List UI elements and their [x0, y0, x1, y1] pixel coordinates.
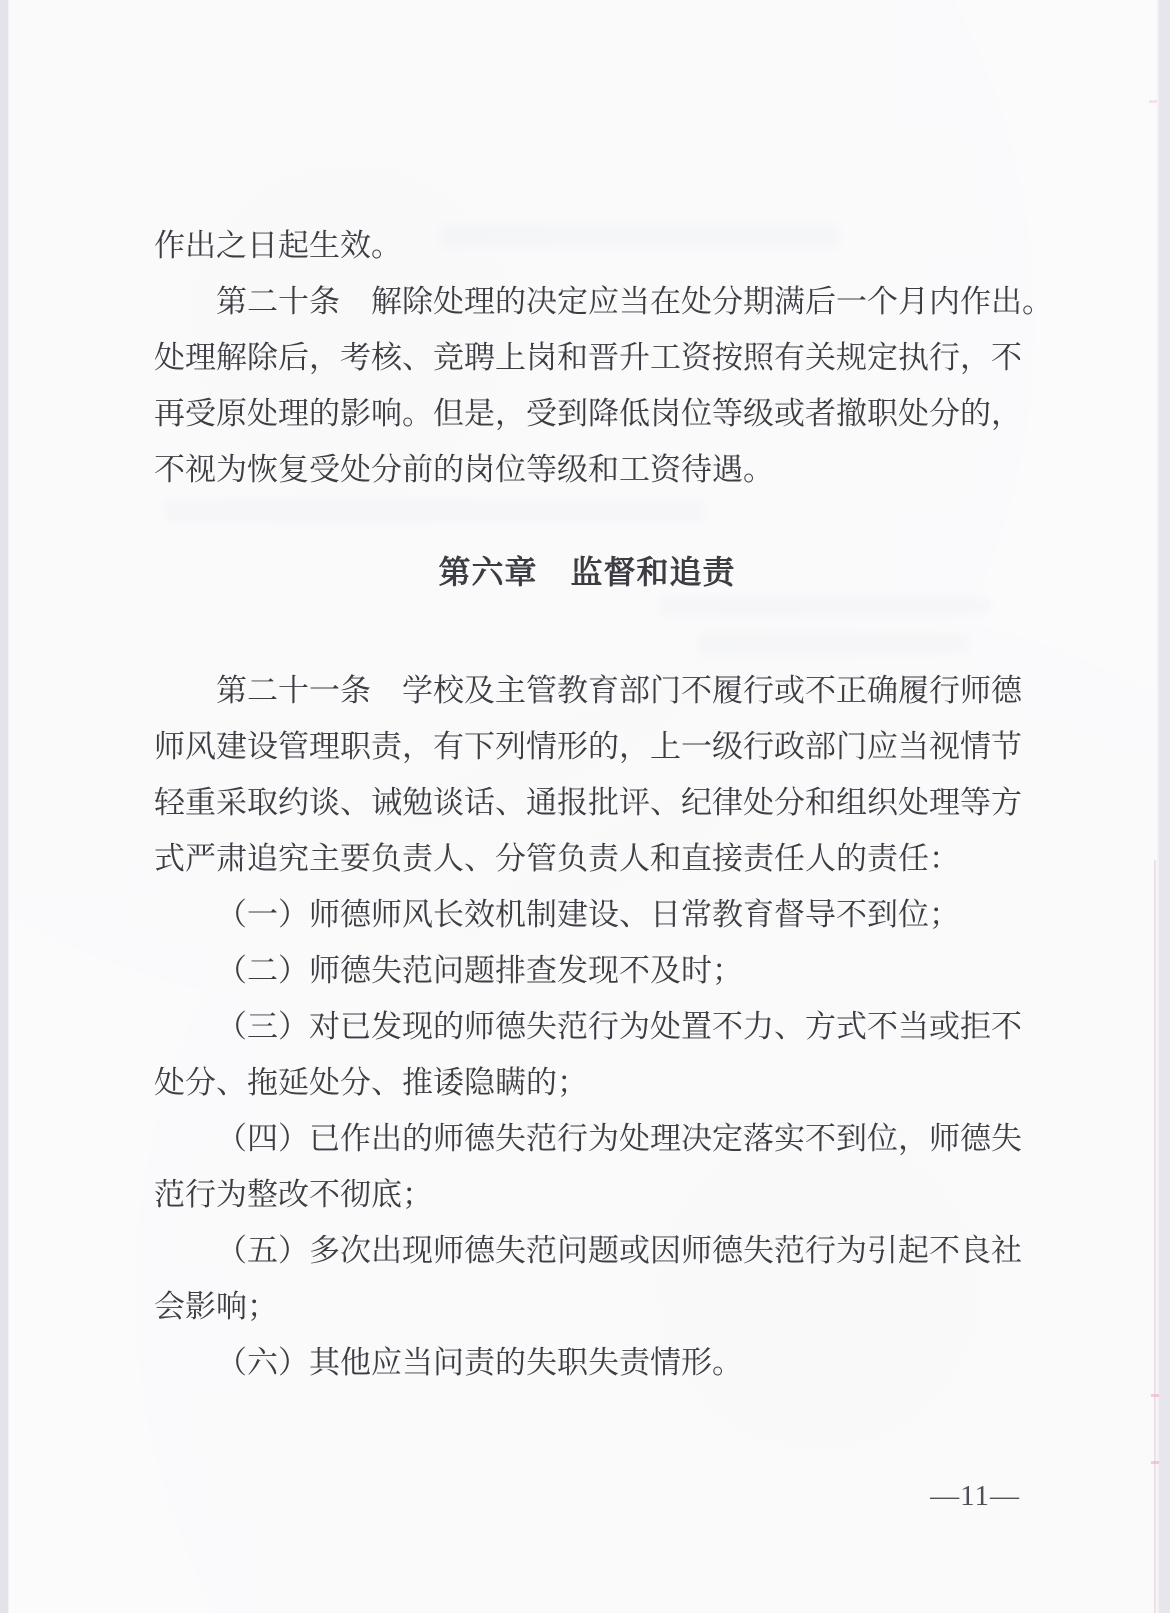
text-line: 再受原处理的影响。但是，受到降低岗位等级或者撤职处分的， [154, 396, 1022, 431]
paragraph-block-after-heading [154, 663, 1020, 1391]
scan-artifact-pink-tick [1149, 100, 1157, 103]
scan-artifact-pink-tick [1151, 1394, 1159, 1397]
text-line: （六）其他应当问责的失职失责情形。 [216, 1345, 743, 1380]
text-line: 会影响； [154, 1289, 278, 1324]
text-line: 第二十条 解除处理的决定应当在处分期满后一个月内作出。 [216, 284, 1053, 319]
text-line: 式严肃追究主要负责人、分管负责人和直接责任人的责任： [154, 841, 960, 876]
text-line: 轻重采取约谈、诫勉谈话、通报批评、纪律处分和组织处理等方 [154, 785, 1022, 820]
text-line: （二）师德失范问题排查发现不及时； [216, 953, 743, 988]
text-line: 作出之日起生效。 [154, 228, 402, 263]
scan-edge-right [1157, 0, 1170, 1613]
text-line: （五）多次出现师德失范问题或因师德失范行为引起不良社 [216, 1233, 1022, 1268]
text-line: （四）已作出的师德失范行为处理决定落实不到位，师德失 [216, 1121, 1022, 1156]
text-line: 处分、拖延处分、推诿隐瞒的； [154, 1065, 588, 1100]
scan-artifact-pink-line [1154, 860, 1156, 1613]
paragraph-block-before-heading [154, 218, 1053, 498]
text-line: 不视为恢复受处分前的岗位等级和工资待遇。 [154, 452, 774, 487]
text-line: 范行为整改不彻底； [154, 1177, 433, 1212]
scan-edge-left [0, 0, 9, 1613]
document-body [154, 218, 1053, 1513]
page-number: —11— [930, 1480, 1020, 1512]
text-line: 第二十一条 学校及主管教育部门不履行或不正确履行师德 [216, 673, 1022, 708]
scan-artifact-pink-tick [1151, 1461, 1159, 1464]
text-line: （一）师德师风长效机制建设、日常教育督导不到位； [216, 897, 960, 932]
text-line: 师风建设管理职责，有下列情形的，上一级行政部门应当视情节 [154, 729, 1022, 764]
text-line: （三）对已发现的师德失范行为处置不力、方式不当或拒不 [216, 1009, 1022, 1044]
text-line: 处理解除后，考核、竞聘上岗和晋升工资按照有关规定执行，不 [154, 340, 1022, 375]
chapter-heading: 第六章 监督和追责 [438, 554, 736, 590]
